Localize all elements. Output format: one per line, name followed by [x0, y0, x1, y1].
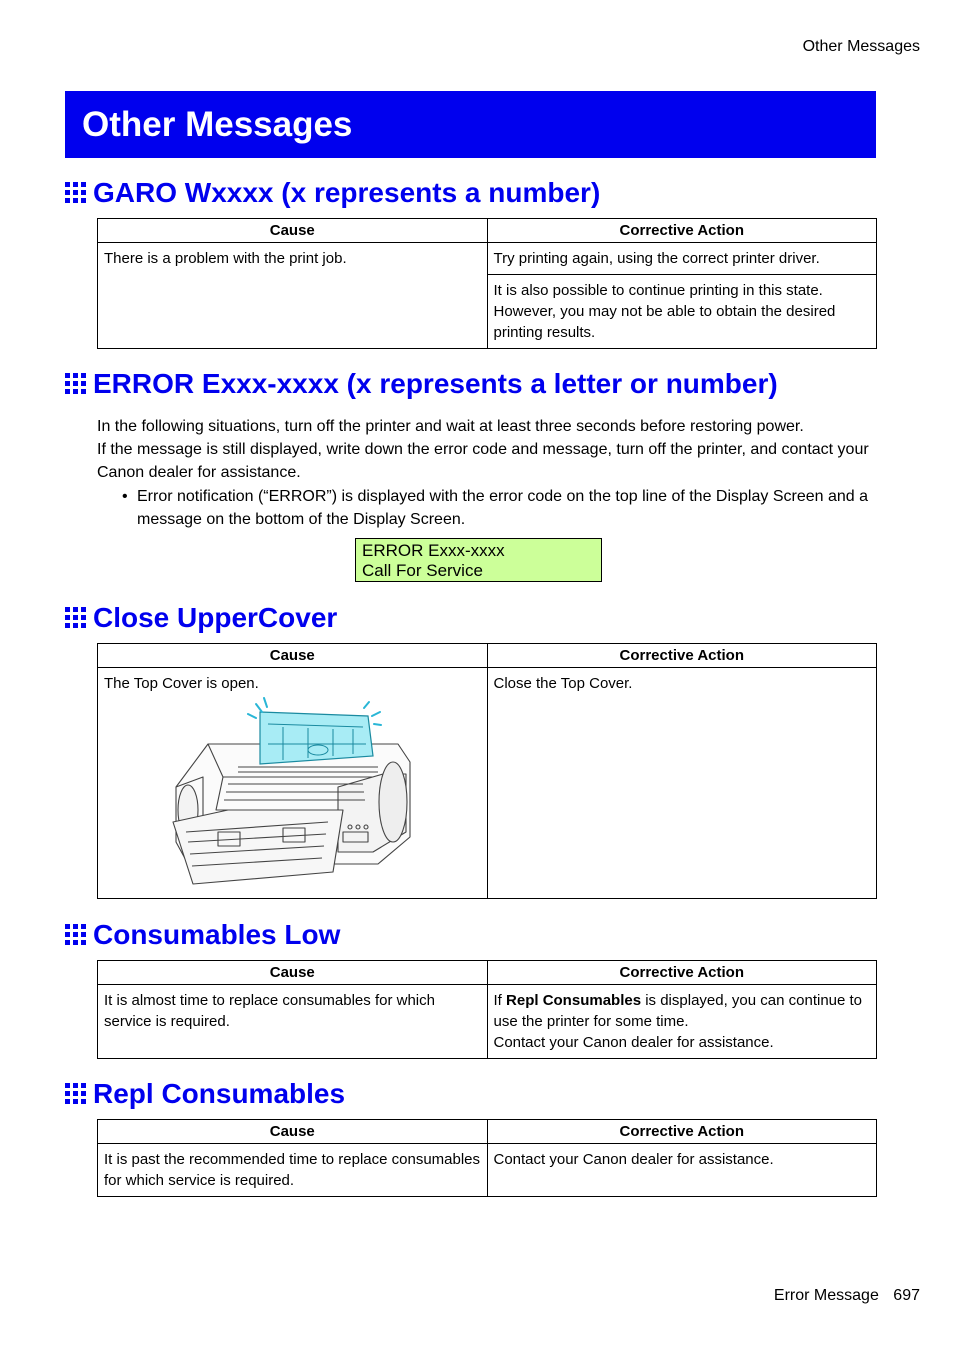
- grid-bullet-icon: [65, 1083, 87, 1105]
- grid-bullet-icon: [65, 373, 87, 395]
- action-header: Corrective Action: [487, 644, 877, 668]
- action-cell: [487, 985, 877, 1059]
- section-title-text: Repl Consumables: [93, 1078, 346, 1109]
- display-screen-sample: [355, 538, 602, 582]
- table-row: [98, 985, 877, 1059]
- table-row: [98, 1144, 877, 1197]
- section-title-consumables-low: [65, 919, 340, 951]
- page-footer: [764, 1287, 920, 1305]
- cause-header: Cause: [98, 1120, 488, 1144]
- display-line-1: ERROR Exxx-xxxx: [362, 541, 505, 560]
- table-header-row: [98, 961, 877, 985]
- bullet-marker: •: [122, 488, 128, 505]
- action-cell: Try printing again, using the correct printer driver.: [487, 243, 877, 275]
- section-title-text: GARO Wxxxx (x represents a number): [93, 177, 601, 208]
- action-cell: Contact your Canon dealer for assistance.: [487, 1144, 877, 1197]
- footer-section: Error Message: [773, 1287, 879, 1304]
- action-text-bold: Repl Consumables: [506, 992, 642, 1009]
- grid-bullet-icon: [65, 924, 87, 946]
- error-paragraph-1: In the following situations, turn off the printer and wait at least three seconds before restoring power.: [97, 418, 804, 435]
- action-header: Corrective Action: [487, 1120, 877, 1144]
- action-text-suffix: is displayed, you can continue to use the printer for some time.: [493, 992, 863, 1030]
- garo-table: [97, 218, 877, 349]
- table-header-row: [98, 644, 877, 668]
- consumables-low-table: [97, 960, 877, 1059]
- page-number: 697: [893, 1287, 920, 1304]
- section-title-text: Consumables Low: [93, 919, 341, 950]
- action-cell: It is also possible to continue printing in this state. However, you may not be able to obtain the desired printing results.: [487, 275, 877, 349]
- action-cell: Close the Top Cover.: [487, 668, 877, 899]
- action-text-line-2: Contact your Canon dealer for assistance.: [493, 1034, 774, 1051]
- grid-bullet-icon: [65, 182, 87, 204]
- error-bullet-item: [122, 485, 882, 531]
- action-header: Corrective Action: [487, 219, 877, 243]
- cause-header: Cause: [98, 644, 488, 668]
- table-row: [98, 243, 877, 275]
- cause-header: Cause: [98, 219, 488, 243]
- action-text-prefix: If: [493, 992, 507, 1009]
- cause-text: The Top Cover is open.: [104, 675, 259, 692]
- table-header-row: [98, 219, 877, 243]
- page-title: Other Messages: [82, 105, 353, 144]
- repl-consumables-table: [97, 1119, 877, 1197]
- error-paragraph-2: If the message is still displayed, write down the error code and message, turn off the printer, and contact your Canon dealer for assistance.: [97, 441, 869, 481]
- cause-header: Cause: [98, 961, 488, 985]
- section-title-close-cover: [65, 602, 337, 634]
- running-header: Other Messages: [802, 38, 920, 55]
- display-line-2: Call For Service: [362, 561, 483, 580]
- printer-top-cover-open-illustration-icon: [168, 692, 418, 892]
- section-title-text: Close UpperCover: [93, 602, 338, 633]
- action-header: Corrective Action: [487, 961, 877, 985]
- section-title-text: ERROR Exxx-xxxx (x represents a letter or number): [93, 368, 778, 399]
- cause-cell: It is almost time to replace consumables for which service is required.: [98, 985, 488, 1059]
- table-header-row: [98, 1120, 877, 1144]
- section-title-garo: [65, 177, 600, 209]
- section-title-repl-consumables: [65, 1078, 345, 1110]
- cause-cell: It is past the recommended time to replace consumables for which service is required.: [98, 1144, 488, 1197]
- section-title-error: [65, 368, 778, 400]
- bullet-text: Error notification (“ERROR”) is displayed with the error code on the top line of the Display Screen and a message on the bottom of the Display Screen.: [137, 488, 869, 528]
- grid-bullet-icon: [65, 607, 87, 629]
- page-title-banner: [65, 91, 876, 158]
- cause-cell: There is a problem with the print job.: [98, 243, 488, 349]
